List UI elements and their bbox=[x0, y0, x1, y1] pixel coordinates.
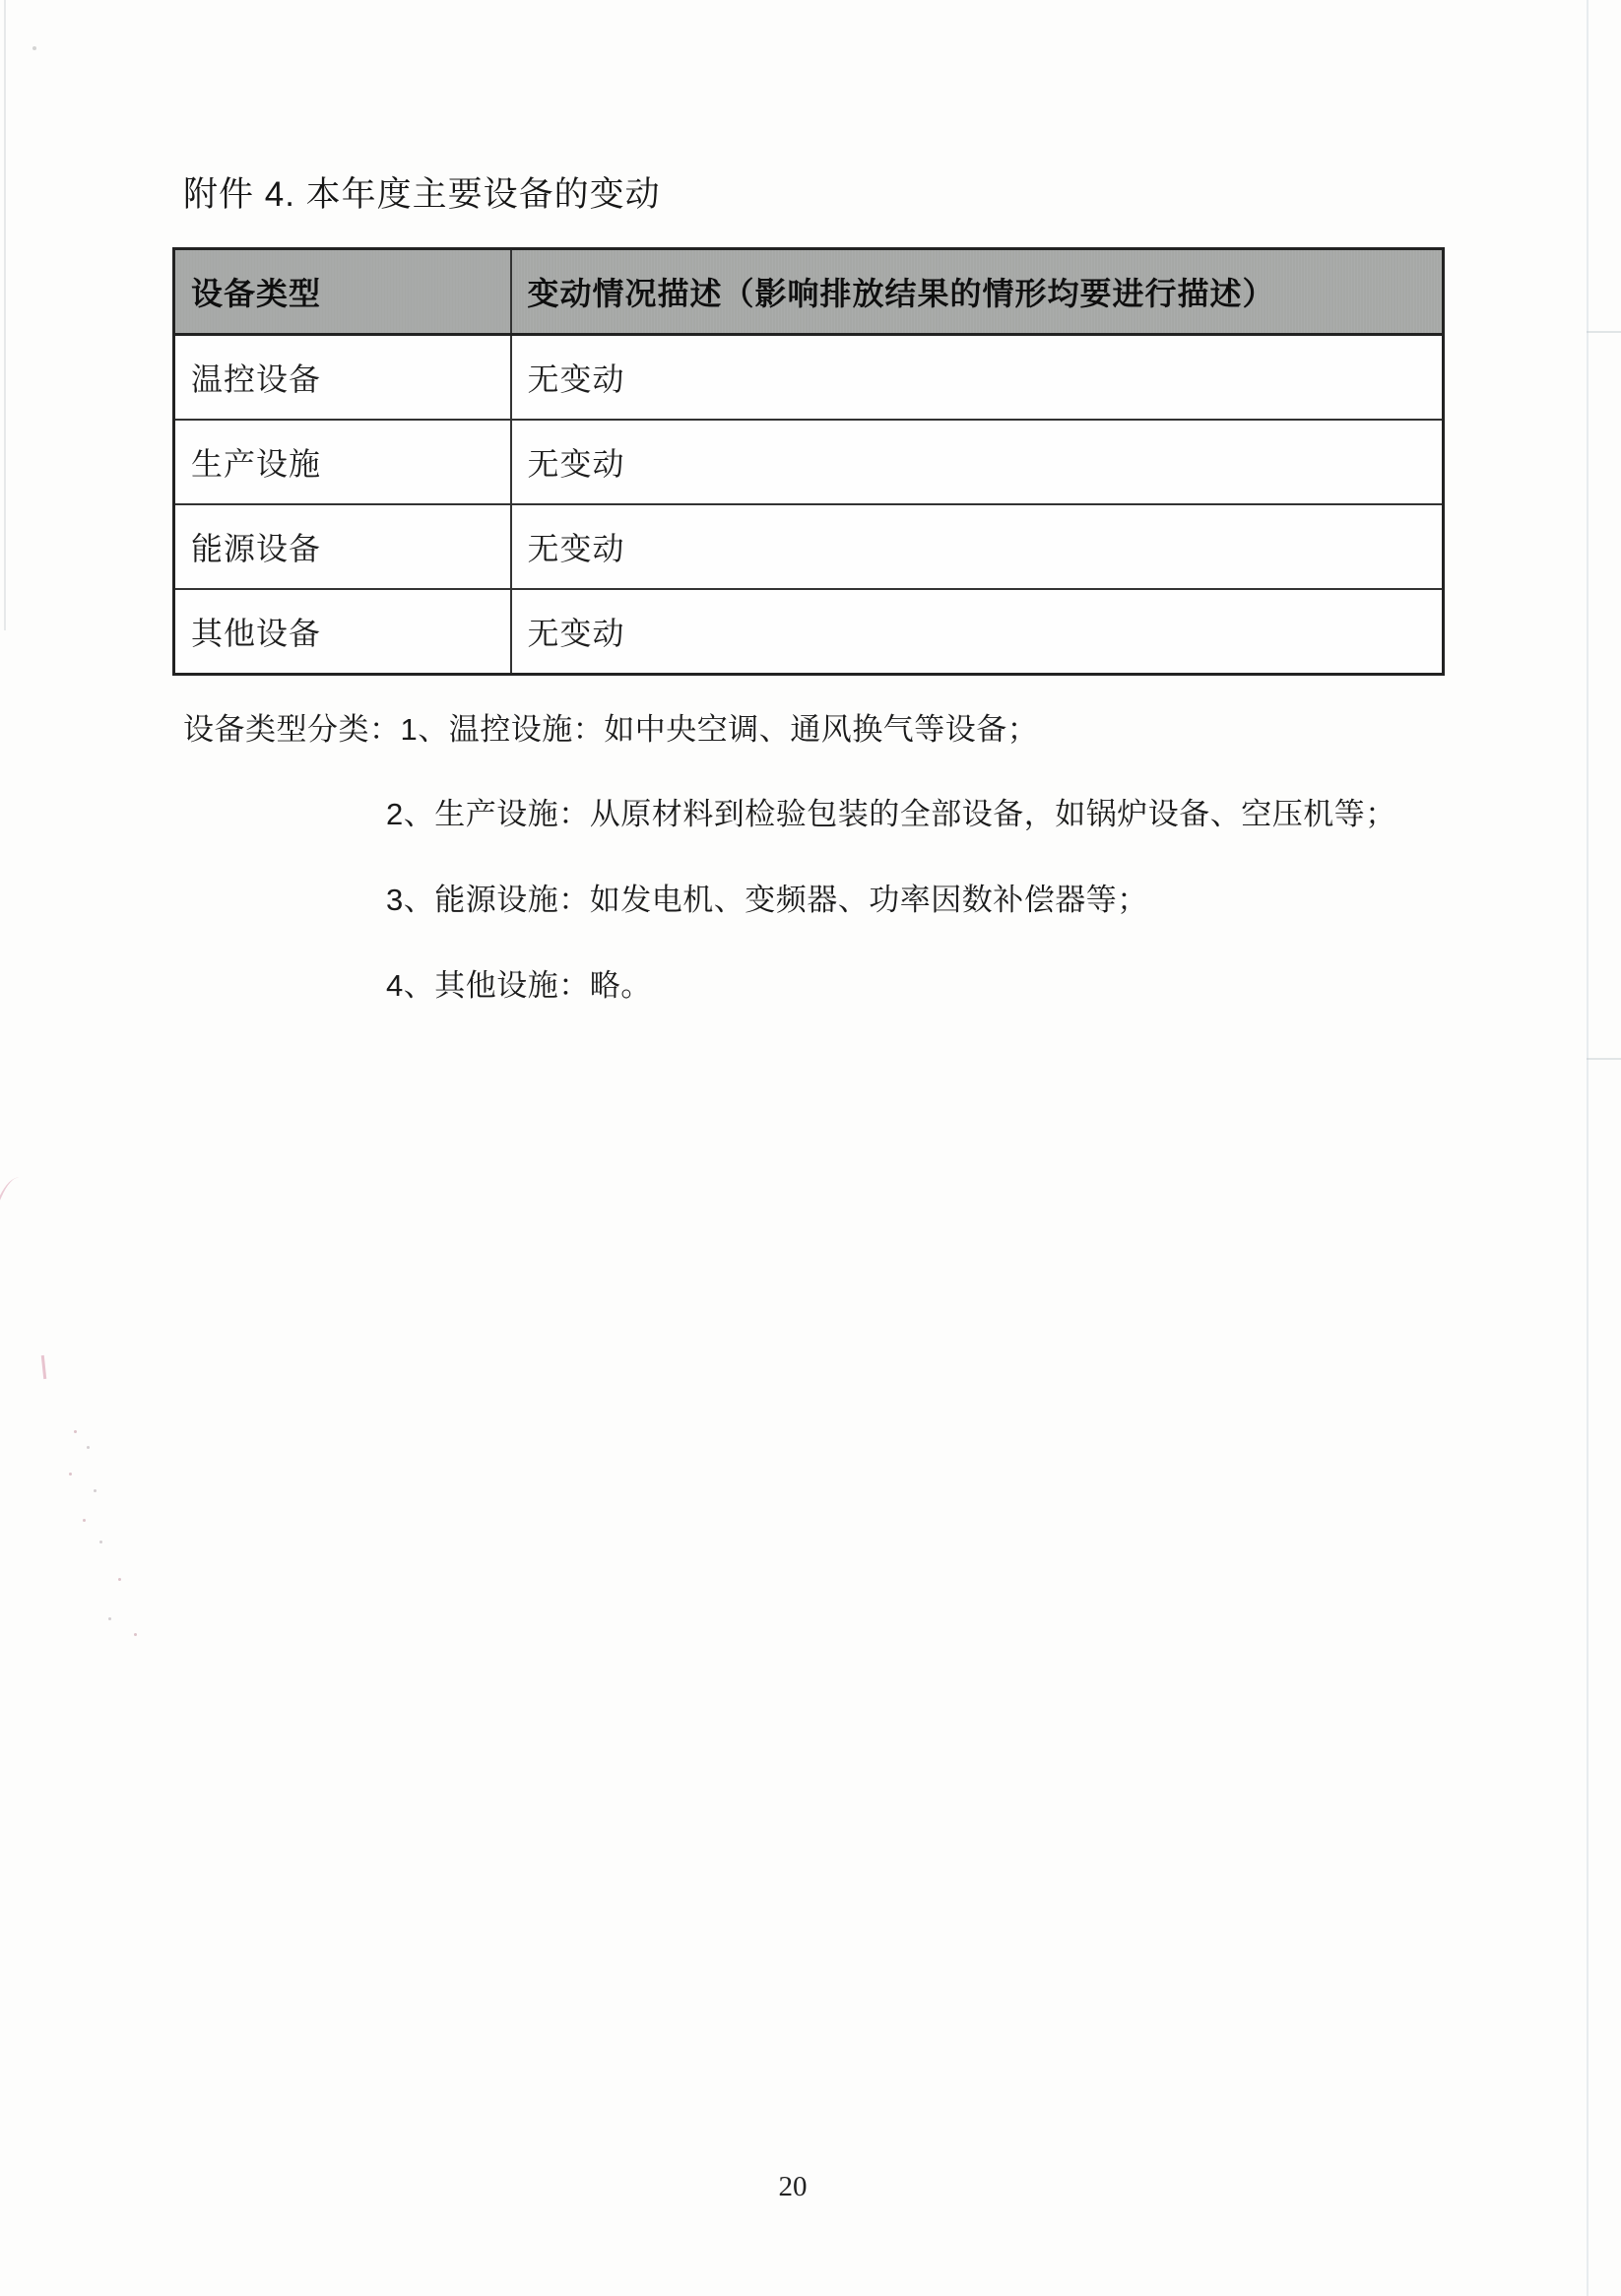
scan-artifact-speckle bbox=[99, 1541, 102, 1543]
table-row bbox=[174, 589, 1444, 675]
note-line-classification: 设备类型分类：1、温控设施：如中央空调、通风换气等设备； bbox=[183, 712, 1039, 747]
scan-artifact-pink-dash bbox=[41, 1355, 46, 1379]
page-number: 20 bbox=[778, 2171, 808, 2202]
scan-artifact-speckle bbox=[74, 1430, 77, 1433]
scan-artifact-speckle bbox=[69, 1473, 72, 1476]
note-line-item-3: 3、能源设施：如发电机、变频器、功率因数补偿器等； bbox=[386, 883, 1148, 917]
scan-artifact-speckle bbox=[94, 1489, 97, 1492]
scan-artifact-gray-dot bbox=[32, 46, 36, 50]
note-line-item-4: 4、其他设施：略。 bbox=[386, 968, 652, 1003]
header-cell-equipment-type: 设备类型 bbox=[174, 249, 511, 335]
scan-artifact-right-line bbox=[1587, 0, 1589, 2296]
cell-equipment-type: 其他设备 bbox=[174, 589, 511, 675]
scan-artifact-speckle bbox=[83, 1519, 86, 1522]
equipment-change-table bbox=[172, 247, 1445, 676]
scan-artifact-speckle bbox=[87, 1446, 90, 1449]
scan-artifact-right-tick bbox=[1587, 1058, 1621, 1060]
scan-artifact-speckle bbox=[134, 1633, 137, 1636]
note-line-item-2: 2、生产设施：从原材料到检验包装的全部设备，如锅炉设备、空压机等； bbox=[386, 797, 1396, 831]
scan-artifact-pink-arc bbox=[0, 1174, 43, 1332]
scan-artifact-right-tick bbox=[1587, 331, 1621, 333]
cell-change-description: 无变动 bbox=[511, 504, 1444, 589]
cell-change-description: 无变动 bbox=[511, 589, 1444, 675]
cell-equipment-type: 温控设备 bbox=[174, 335, 511, 421]
scan-artifact-left-line bbox=[4, 0, 6, 630]
page-title: 附件 4. 本年度主要设备的变动 bbox=[183, 175, 661, 214]
table-row bbox=[174, 504, 1444, 589]
header-cell-change-description: 变动情况描述（影响排放结果的情形均要进行描述） bbox=[511, 249, 1444, 335]
cell-equipment-type: 生产设施 bbox=[174, 420, 511, 504]
scan-artifact-speckle bbox=[118, 1578, 121, 1581]
table-row bbox=[174, 420, 1444, 504]
table-row bbox=[174, 335, 1444, 421]
table-header-row bbox=[174, 249, 1444, 335]
cell-change-description: 无变动 bbox=[511, 420, 1444, 504]
cell-change-description: 无变动 bbox=[511, 335, 1444, 421]
cell-equipment-type: 能源设备 bbox=[174, 504, 511, 589]
scan-artifact-speckle bbox=[108, 1617, 111, 1620]
